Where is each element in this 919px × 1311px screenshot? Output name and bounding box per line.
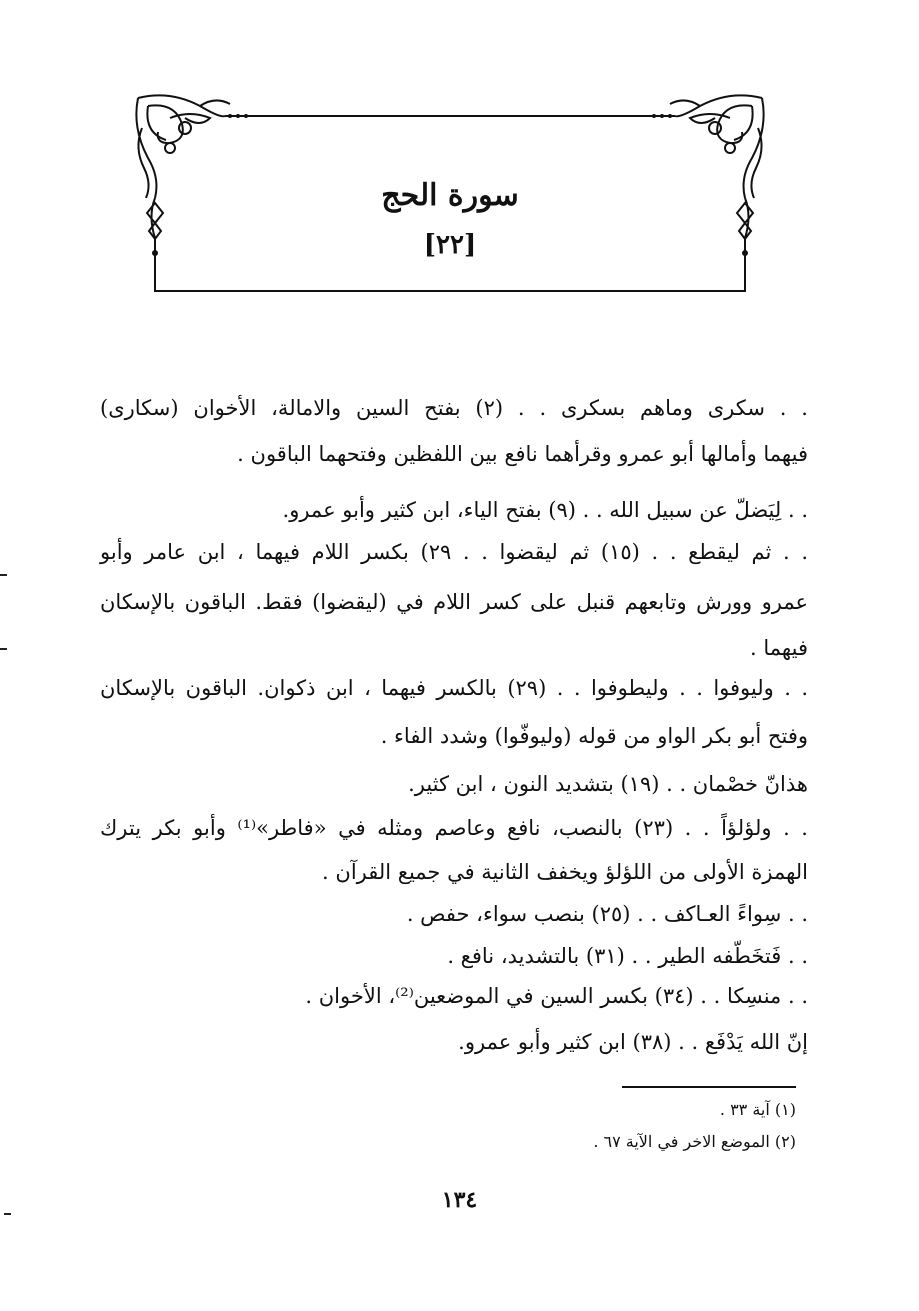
text-line: . . سِواءً العـاكف . . (٢٥) بنصب سواء، حفص . <box>406 902 808 926</box>
text-line: هذانّ خصْمان . . (١٩) بتشديد النون ، ابن كثير. <box>408 772 808 796</box>
text-line: . . سكرى وماهم بسكرى . . (٢) بفتح السين والامالة، الأخوان (سكارى) <box>100 396 808 420</box>
footnote: (٢) الموضع الاخر في الآية ٦٧ . <box>593 1132 796 1151</box>
scan-mark <box>4 1213 11 1215</box>
text-line: وفتح أبو بكر الواو من قوله (وليوفّوا) وشدد الفاء . <box>380 724 808 748</box>
footnote-divider <box>622 1086 796 1088</box>
scan-mark <box>0 574 7 576</box>
text-line: فيهما . <box>750 636 808 660</box>
text-line: . . وليوفوا . . وليطوفوا . . (٢٩) بالكسر فيهما ، ابن ذكوان. الباقون بالإسكان <box>100 676 808 700</box>
surah-title: سورة الحج <box>381 178 519 213</box>
text-line: . . ولؤلؤاً . . (٢٣) بالنصب، نافع وعاصم ومثله في «فاطر»⁽¹⁾ وأبو بكر يترك <box>100 816 808 840</box>
text-line: . . منسِكا . . (٣٤) بكسر السين في الموضعين⁽²⁾، الأخوان . <box>305 984 808 1008</box>
text-line: الهمزة الأولى من اللؤلؤ ويخفف الثانية في جميع القرآن . <box>322 860 808 884</box>
text-line: إنّ الله يَدْفَع . . (٣٨) ابن كثير وأبو عمرو. <box>458 1030 808 1054</box>
surah-number: [٢٢] <box>423 230 477 260</box>
footnote: (١) آية ٣٣ . <box>719 1100 796 1119</box>
scan-mark <box>0 648 7 650</box>
page-number: ١٣٤ <box>441 1187 478 1213</box>
text-line: . . فَتخَطّفه الطير . . (٣١) بالتشديد، نافع . <box>447 944 808 968</box>
text-line: . . لِيَضلّ عن سبيل الله . . (٩) بفتح الياء، ابن كثير وأبو عمرو. <box>282 498 808 522</box>
text-line: . . ثم ليقطع . . (١٥) ثم ليقضوا . . ٢٩) بكسر اللام فيهما ، ابن عامر وأبو <box>100 540 809 564</box>
text-line: فيهما وأمالها أبو عمرو وقرأهما نافع بين اللفظين وفتحهما الباقون . <box>237 442 808 466</box>
text-line: عمرو وورش وتابعهم قنبل على كسر اللام في (ليقضوا) فقط. الباقون بالإسكان <box>100 590 808 614</box>
